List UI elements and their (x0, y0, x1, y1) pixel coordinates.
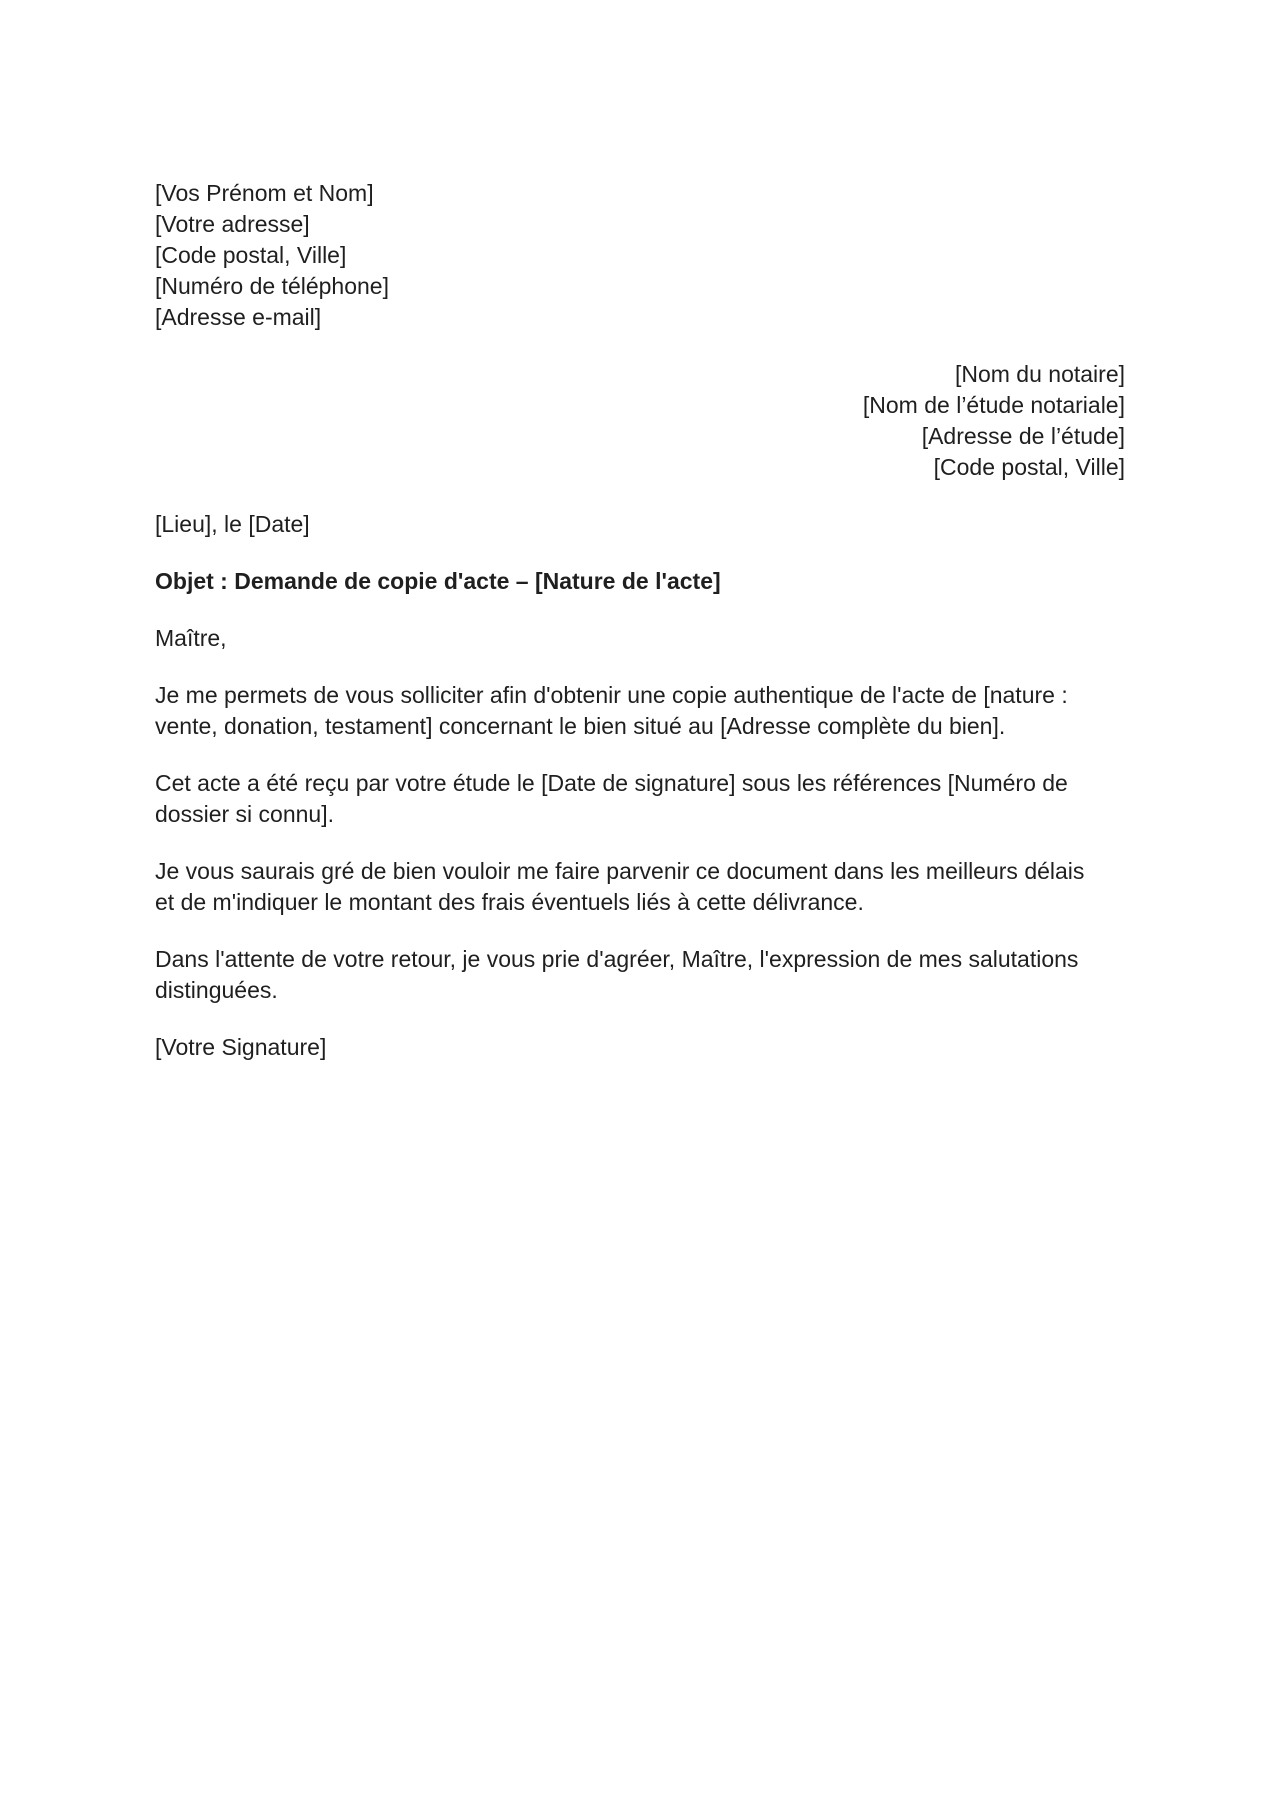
letter-body (155, 178, 1125, 1063)
sender-postal-city: [Code postal, Ville] (155, 242, 347, 268)
recipient-postal-city: [Code postal, Ville] (933, 454, 1125, 480)
subject-line: Objet : Demande de copie d'acte – [Nature de l'acte] (155, 568, 721, 594)
recipient-block (155, 359, 1125, 483)
recipient-notary-name: [Nom du notaire] (954, 361, 1125, 387)
sender-block (155, 178, 1125, 333)
sender-phone: [Numéro de téléphone] (155, 273, 389, 299)
paragraph-line: Je vous saurais gré de bien vouloir me faire parvenir ce document dans les meilleurs délais (155, 858, 1085, 884)
paragraph-closing (155, 944, 1125, 1006)
paragraph-delivery (155, 856, 1125, 918)
paragraph-reference (155, 768, 1125, 830)
place-date-line: [Lieu], le [Date] (155, 511, 310, 537)
paragraph-line: Je me permets de vous solliciter afin d'obtenir une copie authentique de l'acte de [nature : (155, 682, 1068, 708)
paragraph-line: vente, donation, testament] concernant le bien situé au [Adresse complète du bien]. (155, 713, 1006, 739)
sender-email: [Adresse e-mail] (155, 304, 322, 330)
paragraph-line: dossier si connu]. (155, 801, 334, 827)
paragraph-line: distinguées. (155, 977, 278, 1003)
paragraph-line: Cet acte a été reçu par votre étude le [Date de signature] sous les références [Numéro de (155, 770, 1068, 796)
paragraph-request (155, 680, 1125, 742)
paragraph-line: et de m'indiquer le montant des frais éventuels liés à cette délivrance. (155, 889, 864, 915)
sender-address: [Votre adresse] (155, 211, 310, 237)
paragraph-line: Dans l'attente de votre retour, je vous prie d'agréer, Maître, l'expression de mes salutations (155, 946, 1079, 972)
sender-name: [Vos Prénom et Nom] (155, 180, 374, 206)
signature-placeholder: [Votre Signature] (155, 1034, 327, 1060)
salutation: Maître, (155, 625, 227, 651)
recipient-office-address: [Adresse de l’étude] (921, 423, 1125, 449)
recipient-office-name: [Nom de l’étude notariale] (862, 392, 1125, 418)
